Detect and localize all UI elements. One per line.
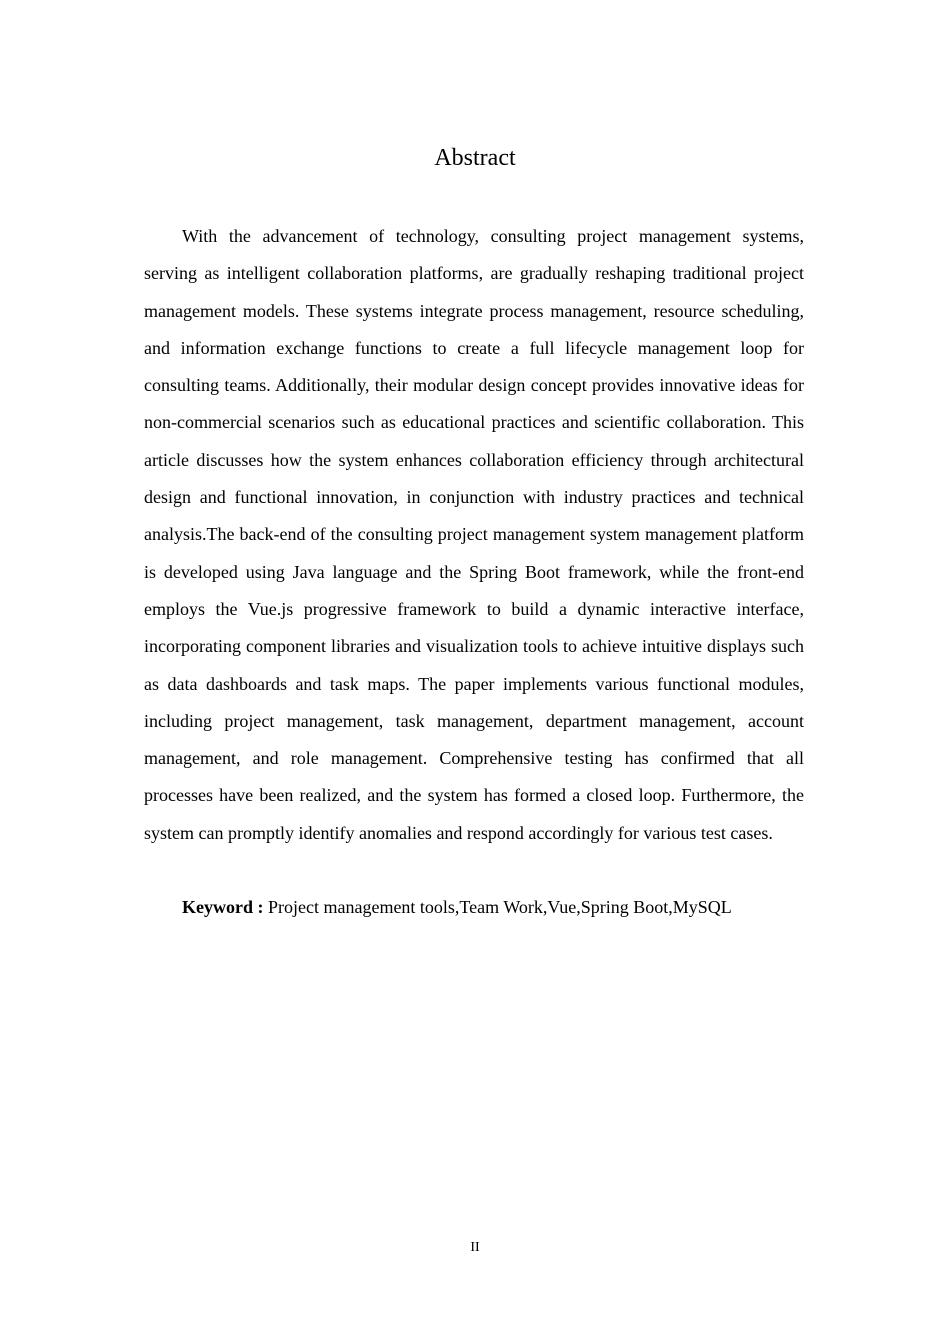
page-title: Abstract (434, 145, 516, 171)
abstract-paragraph: With the advancement of technology, consulting project management systems, serving as intelligent collaboration platforms, are gradually reshaping traditional project management models. These systems integrate process management, resource scheduling, and information exchange functions to create a full lifecycle management loop for consulting teams. Additionally, their modular design concept provides innovative ideas for non-commercial scenarios such as educational practices and scientific collaboration. This article discusses how the system enhances collaboration efficiency through architectural design and functional innovation, in conjunction with industry practices and technical analysis.The back-end of the consulting project management system management platform is developed using Java language and the Spring Boot framework, while the front-end employs the Vue.js progressive framework to build a dynamic interactive interface, incorporating component libraries and visualization tools to achieve intuitive displays such as data dashboards and task maps. The paper implements various functional modules, including project management, task management, department management, account management, and role management. Comprehensive testing has confirmed that all processes have been realized, and the system has formed a closed loop. Furthermore, the system can promptly identify anomalies and respond accordingly for various test cases. (144, 226, 804, 843)
keywords-label: Keyword : (182, 897, 264, 917)
keywords-list: Project management tools,Team Work,Vue,Spring Boot,MySQL (267, 897, 732, 917)
page-number: II (470, 1240, 480, 1255)
keywords-line (144, 892, 804, 922)
